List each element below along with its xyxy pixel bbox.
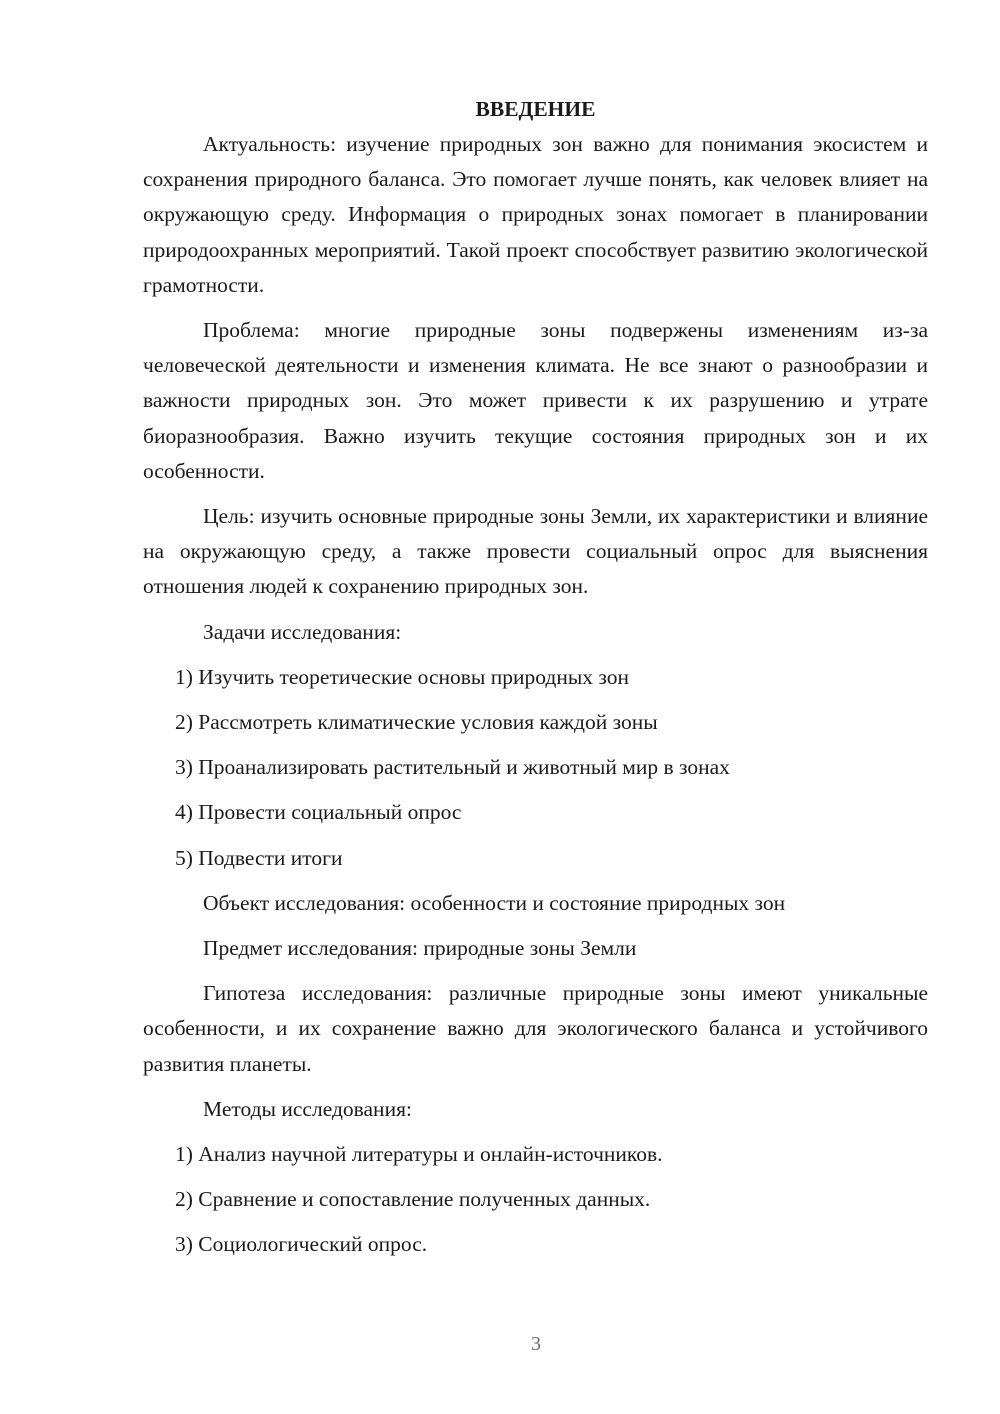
paragraph-goal: Цель: изучить основные природные зоны Земли, их характеристики и влияние на окружающую среду, а также провести социальный опрос для выяснения отношения людей к сохранению природных зон.	[143, 504, 928, 599]
methods-heading: Методы исследования:	[203, 1096, 412, 1121]
method-item-2: 2) Сравнение и сопоставление полученных данных.	[175, 1187, 651, 1212]
method-item-3: 3) Социологический опрос.	[175, 1232, 428, 1257]
paragraph-object: Объект исследования: особенности и состояние природных зон	[203, 890, 786, 915]
method-item-1: 1) Анализ научной литературы и онлайн-источников.	[175, 1142, 663, 1167]
page-number: 3	[531, 1333, 541, 1355]
paragraph-relevance: Актуальность: изучение природных зон важно для понимания экосистем и сохранения природного баланса. Это помогает лучше понять, как человек влияет на окружающую среду. Информация о природных зонах помогает в планировании природоохранных мероприятий. Такой проект способствует развитию экологической грамотности.	[143, 132, 928, 297]
paragraph-hypothesis: Гипотеза исследования: различные природные зоны имеют уникальные особенности, и их сохранение важно для экологического баланса и устойчивого развития планеты.	[143, 981, 928, 1076]
paragraph-subject: Предмет исследования: природные зоны Земли	[203, 936, 637, 961]
tasks-heading: Задачи исследования:	[203, 619, 402, 644]
task-item-4: 4) Провести социальный опрос	[175, 800, 462, 825]
page-title: ВВЕДЕНИЕ	[475, 97, 596, 121]
page-content	[143, 92, 928, 1263]
paragraph-problem: Проблема: многие природные зоны подвержены изменениям из-за человеческой деятельности и изменения климата. Не все знают о разнообразии и важности природных зон. Это может привести к их разрушению и утрате биоразнообразия. Важно изучить текущие состояния природных зон и их особенности.	[143, 318, 928, 483]
task-item-1: 1) Изучить теоретические основы природных зон	[175, 664, 630, 689]
task-item-2: 2) Рассмотреть климатические условия каждой зоны	[175, 710, 658, 735]
task-item-3: 3) Проанализировать растительный и животный мир в зонах	[175, 755, 730, 780]
task-item-5: 5) Подвести итоги	[175, 845, 343, 870]
